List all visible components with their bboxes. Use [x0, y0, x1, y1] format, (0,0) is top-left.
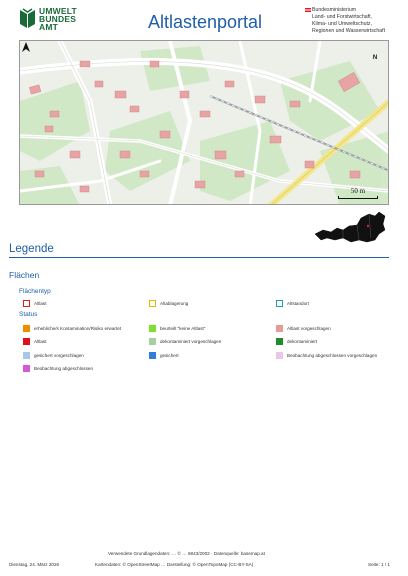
legend-item-status: [276, 351, 377, 359]
legend-item-status: [149, 351, 179, 359]
legend-item-status: [149, 337, 221, 345]
page-title: Altlastenportal: [147, 12, 263, 32]
legend-label: Altlast: [34, 338, 47, 344]
legend-item-status: [149, 324, 205, 332]
legend-label: dekontaminiert vorgeschlagen: [160, 338, 222, 344]
legend-item-altablagerung: [149, 299, 188, 307]
subsection-title-flaechentyp: Flächentyp: [19, 288, 51, 295]
legend-label: dekontaminiert: [287, 338, 318, 344]
logo-text: UMWELT BUNDES AMT: [39, 6, 77, 32]
legend-item-status: [23, 324, 121, 332]
legend-label: Altablagerung: [160, 300, 189, 306]
legend-divider: [9, 257, 389, 258]
legend-swatch: [149, 352, 156, 359]
legend-label: Altstandort: [287, 300, 309, 306]
footer-date: Dienstag, 24. März 2026: [9, 562, 60, 567]
footer-sources-line2: Kartendaten: © OpenStreetMap … Darstellung: © OpenTopoMap (CC-BY-SA): [95, 562, 254, 567]
legend-label: Beobachtung abgeschlossen vorgeschlagen: [287, 352, 378, 358]
legend-label: gesichert: [160, 352, 179, 358]
north-label: N: [372, 55, 378, 61]
legend-item-status: [276, 337, 317, 345]
legend-swatch: [276, 300, 283, 307]
legend-swatch: [149, 300, 156, 307]
legend-title: Legende: [9, 243, 54, 255]
legend-item-status: [23, 351, 84, 359]
scale-bar-line: [338, 196, 378, 199]
ministry-line: Bundesministerium: [312, 7, 357, 13]
legend-swatch: [23, 365, 30, 372]
legend-swatch: [276, 338, 283, 345]
section-title-flaechen: Flächen: [9, 270, 40, 280]
legend-swatch: [276, 325, 283, 332]
scale-label: 50 m: [350, 187, 366, 195]
legend-swatch: [276, 352, 283, 359]
legend-item-status: [23, 337, 47, 345]
legend-item-status: [23, 364, 93, 372]
legend-item-altlast-type: [23, 299, 47, 307]
austria-overview-map: [313, 208, 387, 248]
ministry-line: Regionen und Wasserwirtschaft: [312, 28, 386, 34]
legend-label: gesichert vorgeschlagen: [34, 352, 84, 358]
logo-mark-icon: [19, 8, 36, 30]
legend-label: Altlast: [34, 300, 47, 306]
legend-swatch: [23, 338, 30, 345]
austria-flag-icon: [305, 8, 311, 12]
legend-label: Beobachtung abgeschlossen: [34, 365, 93, 371]
legend-label: erhebliche/s Kontamination/Risiko erwartet: [34, 325, 122, 331]
legend-swatch: [23, 300, 30, 307]
subsection-title-status: Status: [19, 311, 38, 318]
legend-label: beurteilt "keine Altlast": [160, 325, 206, 331]
map-view[interactable]: [19, 40, 389, 205]
legend-swatch: [23, 325, 30, 332]
umweltbundesamt-logo: [19, 7, 89, 35]
ministry-line: Land- und Forstwirtschaft,: [312, 14, 372, 20]
north-arrow-icon: [20, 41, 32, 61]
legend-swatch: [149, 325, 156, 332]
scale-bar: [338, 188, 378, 199]
ministry-line: Klima- und Umweltschutz,: [312, 21, 372, 27]
legend-swatch: [23, 352, 30, 359]
legend-swatch: [149, 338, 156, 345]
footer-sources-line1: Verwendete Grundlagendaten: … © … 6843/2002 · Datenquelle: basemap.at: [108, 551, 265, 556]
legend-label: Altlast vorgeschlagen: [287, 325, 331, 331]
legend-item-altstandort: [276, 299, 309, 307]
basemap: [20, 41, 389, 205]
legend-item-status: [276, 324, 331, 332]
footer-page-number: Seite: 1 / 1: [368, 562, 390, 567]
